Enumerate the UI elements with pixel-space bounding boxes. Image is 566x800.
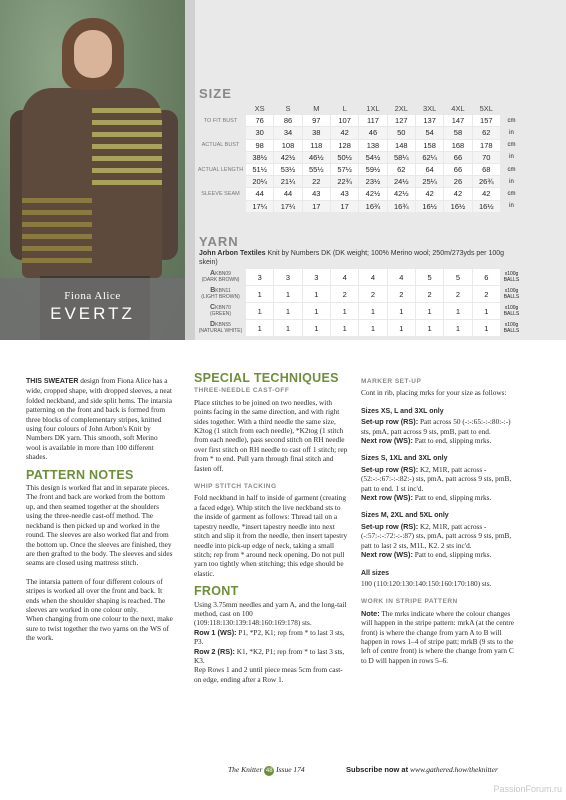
size-cell: 117 xyxy=(359,115,387,127)
yarn-cell: 2 xyxy=(387,286,415,303)
size-cell: 42½ xyxy=(359,188,387,200)
unit-cell: in xyxy=(501,176,523,188)
all-sizes-heading: All sizes xyxy=(361,569,390,577)
size-cell: 128 xyxy=(330,139,358,151)
yarn-cell: 1 xyxy=(274,286,302,303)
size-table xyxy=(195,102,523,213)
size-cell: 54 xyxy=(415,127,443,139)
yarn-label: BKBN11 (LIGHT BROWN) xyxy=(196,286,246,303)
size-cell: 158 xyxy=(415,139,443,151)
size-header: 1XL xyxy=(359,103,387,115)
size-cell: 168 xyxy=(444,139,472,151)
yarn-label: CKBN70 (GREEN) xyxy=(196,303,246,320)
pattern-notes-heading: PATTERN NOTES xyxy=(26,467,134,482)
size-row xyxy=(196,115,523,127)
size-cell: 16½ xyxy=(444,200,472,212)
yarn-cell: 1 xyxy=(330,303,358,320)
size-row xyxy=(196,139,523,151)
yarn-cell: 2 xyxy=(330,286,358,303)
size-cell: 55½ xyxy=(302,163,330,175)
yarn-cell: 1 xyxy=(415,303,443,320)
yarn-cell: 1 xyxy=(274,303,302,320)
footer-right: Subscribe now at www.gathered.how/theknitter xyxy=(346,765,498,774)
size-cell: 178 xyxy=(472,139,500,151)
divider-strip xyxy=(185,0,195,340)
front-caston: Using 3.75mm needles and yarn A, and the long-tail method, cast on 100 (109:118:130:139:148:160:169:178) sts. xyxy=(194,599,347,628)
size-cell: 58 xyxy=(444,127,472,139)
size-cell: 107 xyxy=(330,115,358,127)
size-cell: 50 xyxy=(387,127,415,139)
unit-cell: cm xyxy=(501,139,523,151)
size-cell: 17¼ xyxy=(246,200,274,212)
yarn-cell: 1 xyxy=(387,320,415,337)
sweater-illustration xyxy=(22,88,162,278)
marker-heading: MARKER SET-UP xyxy=(361,378,422,385)
size-cell: 51½ xyxy=(246,163,274,175)
yarn-row xyxy=(196,269,523,286)
yarn-table xyxy=(195,268,523,337)
size-cell: 148 xyxy=(387,139,415,151)
size-header: 2XL xyxy=(387,103,415,115)
unit-cell: x100g BALLS xyxy=(501,303,523,320)
row-label: ACTUAL BUST xyxy=(196,139,246,151)
size-cell: 42½ xyxy=(274,151,302,163)
size-cell: 70 xyxy=(472,151,500,163)
yarn-cell: 5 xyxy=(415,269,443,286)
size-row xyxy=(196,188,523,200)
column-1 xyxy=(26,376,174,652)
pattern-notes-p3: When changing from one colour to the next, make sure to twist together the two yarns on the WS of the work. xyxy=(26,614,173,643)
unit-cell: in xyxy=(501,151,523,163)
size-cell: 16¾ xyxy=(387,200,415,212)
yarn-cell: 3 xyxy=(274,269,302,286)
pattern-notes-p1: This design is worked flat and in separate pieces. The front and back are worked from the bottom up, and then seamed together at the shoulders using the three-needle cast-off method. The neckband is then picked up and worked in the round. The sleeves are also worked flat and from the bottom up. Once the sleeves are finished, they are then grafted to the body. The sleeves and sides seams are closed using mattress stitch. xyxy=(26,483,173,568)
size-header: M xyxy=(302,103,330,115)
size-cell: 20¼ xyxy=(246,176,274,188)
row-label xyxy=(196,200,246,212)
front-repeat: Rep Rows 1 and 2 until piece meas 5cm from cast-on edge, ending after a Row 1. xyxy=(194,665,343,684)
size-header: XS xyxy=(246,103,274,115)
three-needle-text: Place stitches to be joined on two needles, with points facing in the same direction, and with right sides together. With a third needle the same size, K2tog (1 stitch from each needle), *K2tog (1 stitch from each needle), pass second stitch on RH needle over first stitch on RH needle to cast off 1 stitch; rep from * to end. Pull yarn through final stitch and fasten off. xyxy=(194,397,348,473)
yarn-cell: 3 xyxy=(246,269,274,286)
yarn-cell: 1 xyxy=(444,303,472,320)
row-label xyxy=(196,151,246,163)
size-header: 4XL xyxy=(444,103,472,115)
marker-intro: Cont in rib, placing mrks for your size as follows: xyxy=(361,388,507,398)
size-row xyxy=(196,176,523,188)
size-cell: 26 xyxy=(444,176,472,188)
size-cell: 17 xyxy=(330,200,358,212)
yarn-cell: 2 xyxy=(444,286,472,303)
size-cell: 66 xyxy=(444,163,472,175)
special-techniques-heading: SPECIAL TECHNIQUES xyxy=(194,371,339,385)
size-cell: 42 xyxy=(330,127,358,139)
size-cell: 25¼ xyxy=(415,176,443,188)
size-row xyxy=(196,200,523,212)
yarn-cell: 1 xyxy=(415,320,443,337)
size-cell: 46 xyxy=(359,127,387,139)
yarn-cell: 4 xyxy=(359,269,387,286)
yarn-heading: YARN xyxy=(199,234,239,249)
size-header: 5XL xyxy=(472,103,500,115)
watermark: PassionForum.ru xyxy=(493,784,562,794)
stripe-note: Note: The mrks indicate where the colour changes will happen in the stripe pattern: mrkA (at the centre front) is where the change from yarn A to B will happen in rows 1–4 of stripe patt; mrkB (9 sts to the left of centre front) is where the change from yarn C to D will happen in rows 5–6. xyxy=(361,608,514,665)
designer-name xyxy=(0,278,185,340)
size-row xyxy=(196,151,523,163)
yarn-row xyxy=(196,286,523,303)
size-cell: 108 xyxy=(274,139,302,151)
row-label xyxy=(196,176,246,188)
row-label: SLEEVE SEAM xyxy=(196,188,246,200)
size-cell: 43 xyxy=(330,188,358,200)
three-needle-heading: THREE-NEEDLE CAST-OFF xyxy=(194,387,290,395)
yarn-cell: 1 xyxy=(330,320,358,337)
size-cell: 58¼ xyxy=(387,151,415,163)
size-cell: 16¾ xyxy=(359,200,387,212)
size-heading: SIZE xyxy=(199,86,232,101)
yarn-cell: 1 xyxy=(387,303,415,320)
whip-stitch-heading: WHIP STITCH TACKING xyxy=(194,483,277,491)
whip-stitch-text: Fold neckband in half to inside of garment (creating a faced edge). Whip stitch the live neckband sts to the inside of garment as follows: Thread tail on a tapestry needle, *insert tapestry needle into next stitch and slip it from the needle, then insert tapestry needle into pick-up edge of neck, taking a small stitch; rep from * around neck opening. Do not pull yarn too tightly when stitching; this edge should be elastic. xyxy=(194,493,348,578)
size-cell: 118 xyxy=(302,139,330,151)
size-cell: 22 xyxy=(302,176,330,188)
size-header: 3XL xyxy=(415,103,443,115)
yarn-cell: 1 xyxy=(302,303,330,320)
yarn-cell: 1 xyxy=(472,320,500,337)
pattern-notes-p2: The intarsia pattern of four different colours of stripes is worked all over the front and back. It ends when the shoulder shaping is reached. The sleeves are worked in one colour only. xyxy=(26,576,166,614)
size-cell: 44 xyxy=(274,188,302,200)
size-cell: 38½ xyxy=(246,151,274,163)
designer-first-name: Fiona Alice xyxy=(64,290,121,302)
size-cell: 66 xyxy=(444,151,472,163)
yarn-cell: 4 xyxy=(387,269,415,286)
size-cell: 22¾ xyxy=(330,176,358,188)
size-cell: 57½ xyxy=(330,163,358,175)
size-cell: 30 xyxy=(246,127,274,139)
yarn-description: John Arbon Textiles Knit by Numbers DK (DK weight; 100% Merino wool; 250m/273yds per 100g skein) xyxy=(199,250,505,266)
footer-left: The Knitter 48 Issue 174 xyxy=(228,765,305,774)
yarn-cell: 1 xyxy=(246,303,274,320)
row-label: TO FIT BUST xyxy=(196,115,246,127)
yarn-row xyxy=(196,303,523,320)
yarn-row xyxy=(196,320,523,337)
yarn-cell: 2 xyxy=(359,286,387,303)
front-row2: Row 2 (RS): K1, *K2, P1; rep from * to last 3 sts, K3. xyxy=(194,646,345,665)
yarn-cell: 3 xyxy=(302,269,330,286)
size-cell: 42 xyxy=(472,188,500,200)
size-cell: 17 xyxy=(302,200,330,212)
size-cell: 16½ xyxy=(415,200,443,212)
yarn-cell: 4 xyxy=(330,269,358,286)
designer-last-name: EVERTZ xyxy=(50,304,135,323)
yarn-cell: 1 xyxy=(246,286,274,303)
size-cell: 53½ xyxy=(274,163,302,175)
yarn-cell: 1 xyxy=(359,303,387,320)
size-cell: 86 xyxy=(274,115,302,127)
yarn-cell: 5 xyxy=(444,269,472,286)
yarn-cell: 2 xyxy=(415,286,443,303)
size-cell: 42 xyxy=(415,188,443,200)
yarn-cell: 2 xyxy=(472,286,500,303)
size-cell: 46½ xyxy=(302,151,330,163)
row-label: ACTUAL LENGTH xyxy=(196,163,246,175)
size-cell: 137 xyxy=(415,115,443,127)
size-cell: 26¾ xyxy=(472,176,500,188)
sizes-m-heading: Sizes M, 2XL and 5XL only xyxy=(361,512,449,520)
size-cell: 59½ xyxy=(359,163,387,175)
size-header: L xyxy=(330,103,358,115)
unit-cell: in xyxy=(501,200,523,212)
unit-cell: cm xyxy=(501,163,523,175)
page-number: 48 xyxy=(265,768,273,774)
front-heading: FRONT xyxy=(194,584,239,599)
sizes-s-heading: Sizes S, 1XL and 3XL only xyxy=(361,455,448,463)
yarn-cell: 1 xyxy=(444,320,472,337)
yarn-cell: 1 xyxy=(302,286,330,303)
unit-cell: x100g BALLS xyxy=(501,286,523,303)
yarn-cell: 1 xyxy=(472,303,500,320)
stripe-heading: WORK IN STRIPE PATTERN xyxy=(361,598,458,606)
yarn-cell: 1 xyxy=(302,320,330,337)
size-cell: 50½ xyxy=(330,151,358,163)
size-cell: 42½ xyxy=(387,188,415,200)
size-header: S xyxy=(274,103,302,115)
size-cell: 54½ xyxy=(359,151,387,163)
column-3: MARKER SET-UP Cont in rib, placing mrks for your size as follows: Sizes XS, L and 3XL only Set-up row (RS): Patt across 50 (-:-:65:-:-:80:-:-) sts, pmA, patt across 9 sts, pmB, patt to end. Next row (WS): Patt to end, slipping mrks. Sizes S, 1XL and 3XL only Set-up row (RS): K2, M1R, patt across - (52:-:-:67:-:-:82:-) sts, pmA, patt across 9 sts, pmB, patt to end. 1 st inc'd. Next row (WS): Patt to end, slipping mrks. Sizes M, 2XL and 5XL only Set-up row (RS): K2, M1R, patt across - (-:57:-:-:72:-:-:87) sts, pmA, patt across 9 sts, pmB, patt to last 2 sts, M1L, K2. 2 sts inc'd. Next row (WS): Patt to end, slipping mrks. All sizes 100 (110:120:130:140:150:160:170:180) sts. WORK IN STRIPE PATTERN Note: The mrks indicate where the colour changes will happen in the stripe pattern: mrkA (at the centre front) is where the change from yarn A to B will happen in rows 1–4 of stripe patt; mrkB (9 sts to the left of centre front) is where the change from yarn C to D will happen in rows 5–6. xyxy=(361,374,519,674)
size-cell: 43 xyxy=(302,188,330,200)
size-cell: 64 xyxy=(415,163,443,175)
yarn-cell: 6 xyxy=(472,269,500,286)
unit-cell: in xyxy=(501,127,523,139)
intro-paragraph: THIS SWEATER design from Fiona Alice has a wide, cropped shape, with dropped sleeves, a neat folded neckband, and side split hems. The intarsia patterning on the front and back is formed from three blocks of complementary stripes, knitted using four colours of John Arbon's Knit by Numbers DK yarn. This smooth, soft Merino wool is available in more than 100 different shades. xyxy=(26,376,172,462)
size-cell: 98 xyxy=(246,139,274,151)
size-cell: 17¼ xyxy=(274,200,302,212)
size-cell: 127 xyxy=(387,115,415,127)
unit-cell: cm xyxy=(501,115,523,127)
yarn-cell: 1 xyxy=(246,320,274,337)
size-cell: 42 xyxy=(444,188,472,200)
yarn-label: DKBN55 (NATURAL WHITE) xyxy=(196,320,246,337)
size-cell: 24½ xyxy=(387,176,415,188)
size-cell: 68 xyxy=(472,163,500,175)
yarn-cell: 1 xyxy=(274,320,302,337)
size-cell: 16½ xyxy=(472,200,500,212)
front-row1: Row 1 (WS): P1, *P2, K1; rep from * to last 3 sts, P3. xyxy=(194,627,345,647)
unit-cell: cm xyxy=(501,188,523,200)
unit-cell: x100g BALLS xyxy=(501,269,523,286)
size-cell: 23½ xyxy=(359,176,387,188)
size-cell: 62¼ xyxy=(415,151,443,163)
column-2 xyxy=(194,370,350,693)
all-sizes-text: 100 (110:120:130:140:150:160:170:180) sts. xyxy=(361,578,492,588)
size-cell: 44 xyxy=(246,188,274,200)
size-cell: 76 xyxy=(246,115,274,127)
size-row xyxy=(196,127,523,139)
yarn-cell: 1 xyxy=(359,320,387,337)
sizes-xs-heading: Sizes XS, L and 3XL only xyxy=(361,407,444,415)
row-label xyxy=(196,127,246,139)
size-cell: 38 xyxy=(302,127,330,139)
size-cell: 62 xyxy=(472,127,500,139)
size-cell: 147 xyxy=(444,115,472,127)
size-cell: 62 xyxy=(387,163,415,175)
size-cell: 138 xyxy=(359,139,387,151)
size-cell: 157 xyxy=(472,115,500,127)
size-row xyxy=(196,163,523,175)
size-cell: 34 xyxy=(274,127,302,139)
size-cell: 97 xyxy=(302,115,330,127)
unit-cell: x100g BALLS xyxy=(501,320,523,337)
yarn-label: AKBN09 (DARK BROWN) xyxy=(196,269,246,286)
size-cell: 21¼ xyxy=(274,176,302,188)
